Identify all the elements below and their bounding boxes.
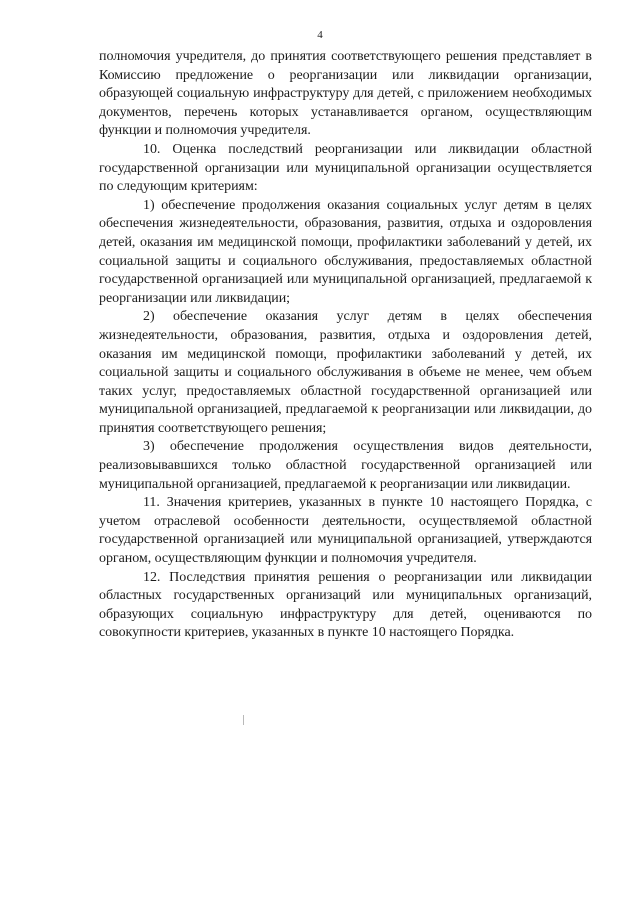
paragraph-item-11: 11. Значения критериев, указанных в пункте 10 настоящего Порядка, с учетом отраслевой особенности деятельности, осуществляемой областной государственной организацией или муниципальной организацией, утверждаются органом, осуществляющим функции и полномочия учредителя. <box>99 495 592 567</box>
criterion-1: 1) обеспечение продолжения оказания социальных услуг детям в целях обеспечения жизнедеятельности, образования, развития, отдыха и оздоровления детей, оказания им медицинской помощи, профилактики заболеваний у детей, их социальной защиты и социального обслуживания, предоставляемых областной государственной организацией или муниципальной организацией, предлагаемой к реорганизации или ликвидации; <box>99 197 592 306</box>
page-number: 4 <box>317 29 323 41</box>
paragraph-item-10: 10. Оценка последствий реорганизации или ликвидации областной государственной организации или муниципальной организации осуществляется по следующим критериям: <box>99 141 592 195</box>
paragraph-item-12: 12. Последствия принятия решения о реорганизации или ликвидации областных государственных организаций или муниципальных организаций, образующих социальную инфраструктуру для детей, оцениваются по совокупности критериев, указанных в пункте 10 настоящего Порядка. <box>99 569 592 641</box>
document-body <box>99 48 592 643</box>
criterion-2: 2) обеспечение оказания услуг детям в целях обеспечения жизнедеятельности, образования, развития, отдыха и оздоровления детей, оказания им медицинской помощи, профилактики заболеваний у детей, их социальной защиты и социального обслуживания в объеме не менее, чем объем таких услуг, предоставляемых областной государственной организацией или муниципальной организацией, предлагаемой к реорганизации или ликвидации, до принятия соответствующего решения; <box>99 309 592 436</box>
criterion-3: 3) обеспечение продолжения осуществления видов деятельности, реализовывавшихся только областной государственной организацией или муниципальной организацией, предлагаемой к реорганизации или ликвидации. <box>99 439 592 492</box>
scan-artifact <box>243 715 244 725</box>
paragraph-continuation: полномочия учредителя, до принятия соответствующего решения представляет в Комиссию предложение о реорганизации или ликвидации организации, образующей социальную инфраструктуру для детей, с приложением необходимых документов, перечень которых устанавливается органом, осуществляющим функции и полномочия учредителя. <box>99 49 592 139</box>
